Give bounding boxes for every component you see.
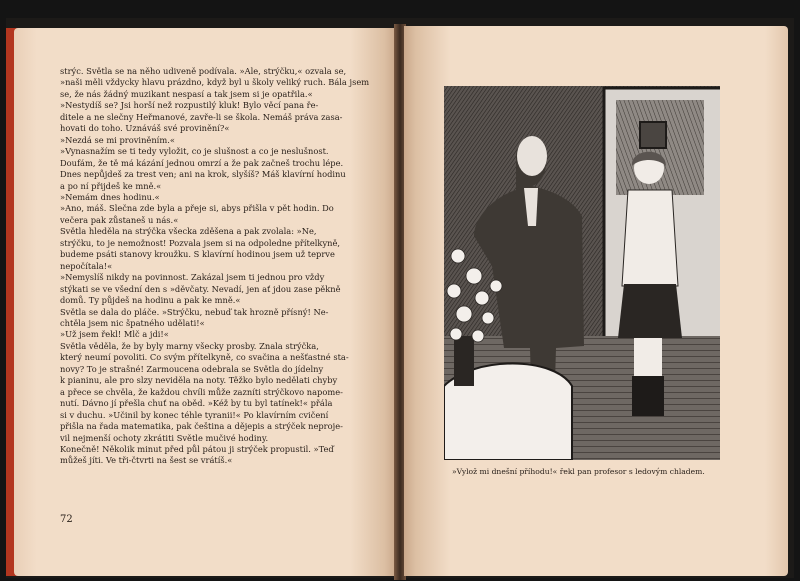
- text-line: Dnes nepůjdeš za trest ven; ani na krok, slyšíš? Máš klavírní hodinu: [60, 169, 346, 180]
- illustration-caption: »Vylož mi dnešní příhodu!« řekl pan profesor s ledovým chladem.: [452, 467, 705, 476]
- text-line: k pianinu, ale pro slzy neviděla na noty. Těžko bylo nedělati chyby: [60, 375, 338, 386]
- text-line: strýc. Světla se na něho udiveně podívala. »Ale, strýčku,« ozvala se,: [60, 66, 347, 76]
- vase: [454, 336, 474, 386]
- text-line: Světla věděla, že by byly marny všecky prosby. Znala strýčka,: [60, 340, 319, 351]
- text-line: »Nemyslíš nikdy na povinnost. Zakázal jsem ti jednou pro vždy: [60, 272, 325, 283]
- text-line: a po ní přijdeš ke mně.«: [60, 180, 162, 191]
- text-line: »Vynasnažím se ti tedy vyložit, co je slušnost a co je neslušnost.: [60, 146, 329, 157]
- text-line: »Nemám dnes hodinu.«: [60, 191, 160, 202]
- text-line: Světla hleděla na strýčka všecka zděšena a pak zvolala: »Ne,: [60, 226, 317, 237]
- text-line: »naši měli vždycky hlavu prázdno, když byl u školy veliký ruch. Bála jsem: [60, 77, 370, 88]
- text-line: »Nestydíš se? Jsi horší než rozpustilý kluk! Bylo věcí pana ře-: [60, 100, 319, 111]
- body-text: [60, 66, 376, 467]
- text-line: který neumí povoliti. Co svým přítelkyně, co svačina a nešťastné sta-: [60, 352, 349, 363]
- text-line: hovati do toho. Uznáváš své provinění?«: [60, 123, 230, 134]
- picture-frame: [640, 122, 666, 148]
- text-line: a přece se chvěla, že každou chvíli může zazníti strýčkovo napome-: [60, 386, 343, 397]
- illustration: [444, 86, 720, 460]
- text-line: nutí. Dávno jí přešla chuť na oběd. »Kéž by tu byl tatínek!« přála: [60, 398, 333, 409]
- text-line: novy? To je strašné! Zarmoucena odebrala se Světla do jídelny: [60, 363, 324, 374]
- text-line: se, že nás žádný muzikant nespasí a tak jsem si je opatřila.«: [60, 88, 313, 99]
- text-line: přišla na řada matematika, pak čeština a dějepis a strýček neproje-: [60, 421, 343, 432]
- text-line: »Už jsem řekl! Mlč a jdi!«: [60, 329, 169, 340]
- man-head: [517, 136, 547, 176]
- text-line: stýkati se ve všední den s »děvčaty. Nevadí, jen ať jdou zase pěkně: [60, 283, 341, 294]
- text-line: chtěla jsem nic špatného udělati!«: [60, 317, 205, 328]
- text-line: budeme psáti stanovy kroužku. S klavírní hodinou jsem už teprve: [60, 249, 335, 260]
- text-line: si v duchu. »Učinil by konec téhle tyranii!« Po klavírním cvičení: [60, 409, 329, 420]
- text-line: Konečně! Několik minut před půl pátou ji strýček propustil. »Teď: [60, 443, 334, 454]
- text-line: domů. Ty půjdeš na hodinu a pak ke mně.«: [60, 295, 241, 306]
- text-line: Světla se dala do pláče. »Strýčku, nebuď tak hrozně přísný! Ne-: [60, 306, 329, 317]
- page-number: 72: [60, 514, 73, 525]
- text-line: můžeš jíti. Ve tři-čtvrti na šest se vrátíš.«: [60, 455, 233, 466]
- girl-boots: [632, 376, 664, 416]
- text-line: »Ano, máš. Slečna zde byla a přeje si, abys přišla v pět hodin. Do: [60, 203, 334, 214]
- girl-skirt: [618, 284, 682, 338]
- girl-blouse: [622, 190, 678, 286]
- text-line: večera pak zůstaneš u nás.«: [60, 214, 179, 225]
- text-line: nepočítala!«: [60, 260, 113, 271]
- text-line: »Nezdá se mi proviněním.«: [60, 134, 175, 145]
- text-line: vil nejmenší ochoty zkrátiti Světle mučivé hodiny.: [60, 432, 269, 443]
- text-line: ditele a ne slečny Heřmanové, zavře-li se škola. Nemáš práva zasa-: [60, 111, 343, 122]
- text-line: Doufám, že tě má kázání jednou omrzí a že pak začneš trochu lépe.: [60, 157, 344, 168]
- text-line: strýčku, to je nemožnost! Pozvala jsem si na odpoledne přítelkyně,: [60, 237, 341, 248]
